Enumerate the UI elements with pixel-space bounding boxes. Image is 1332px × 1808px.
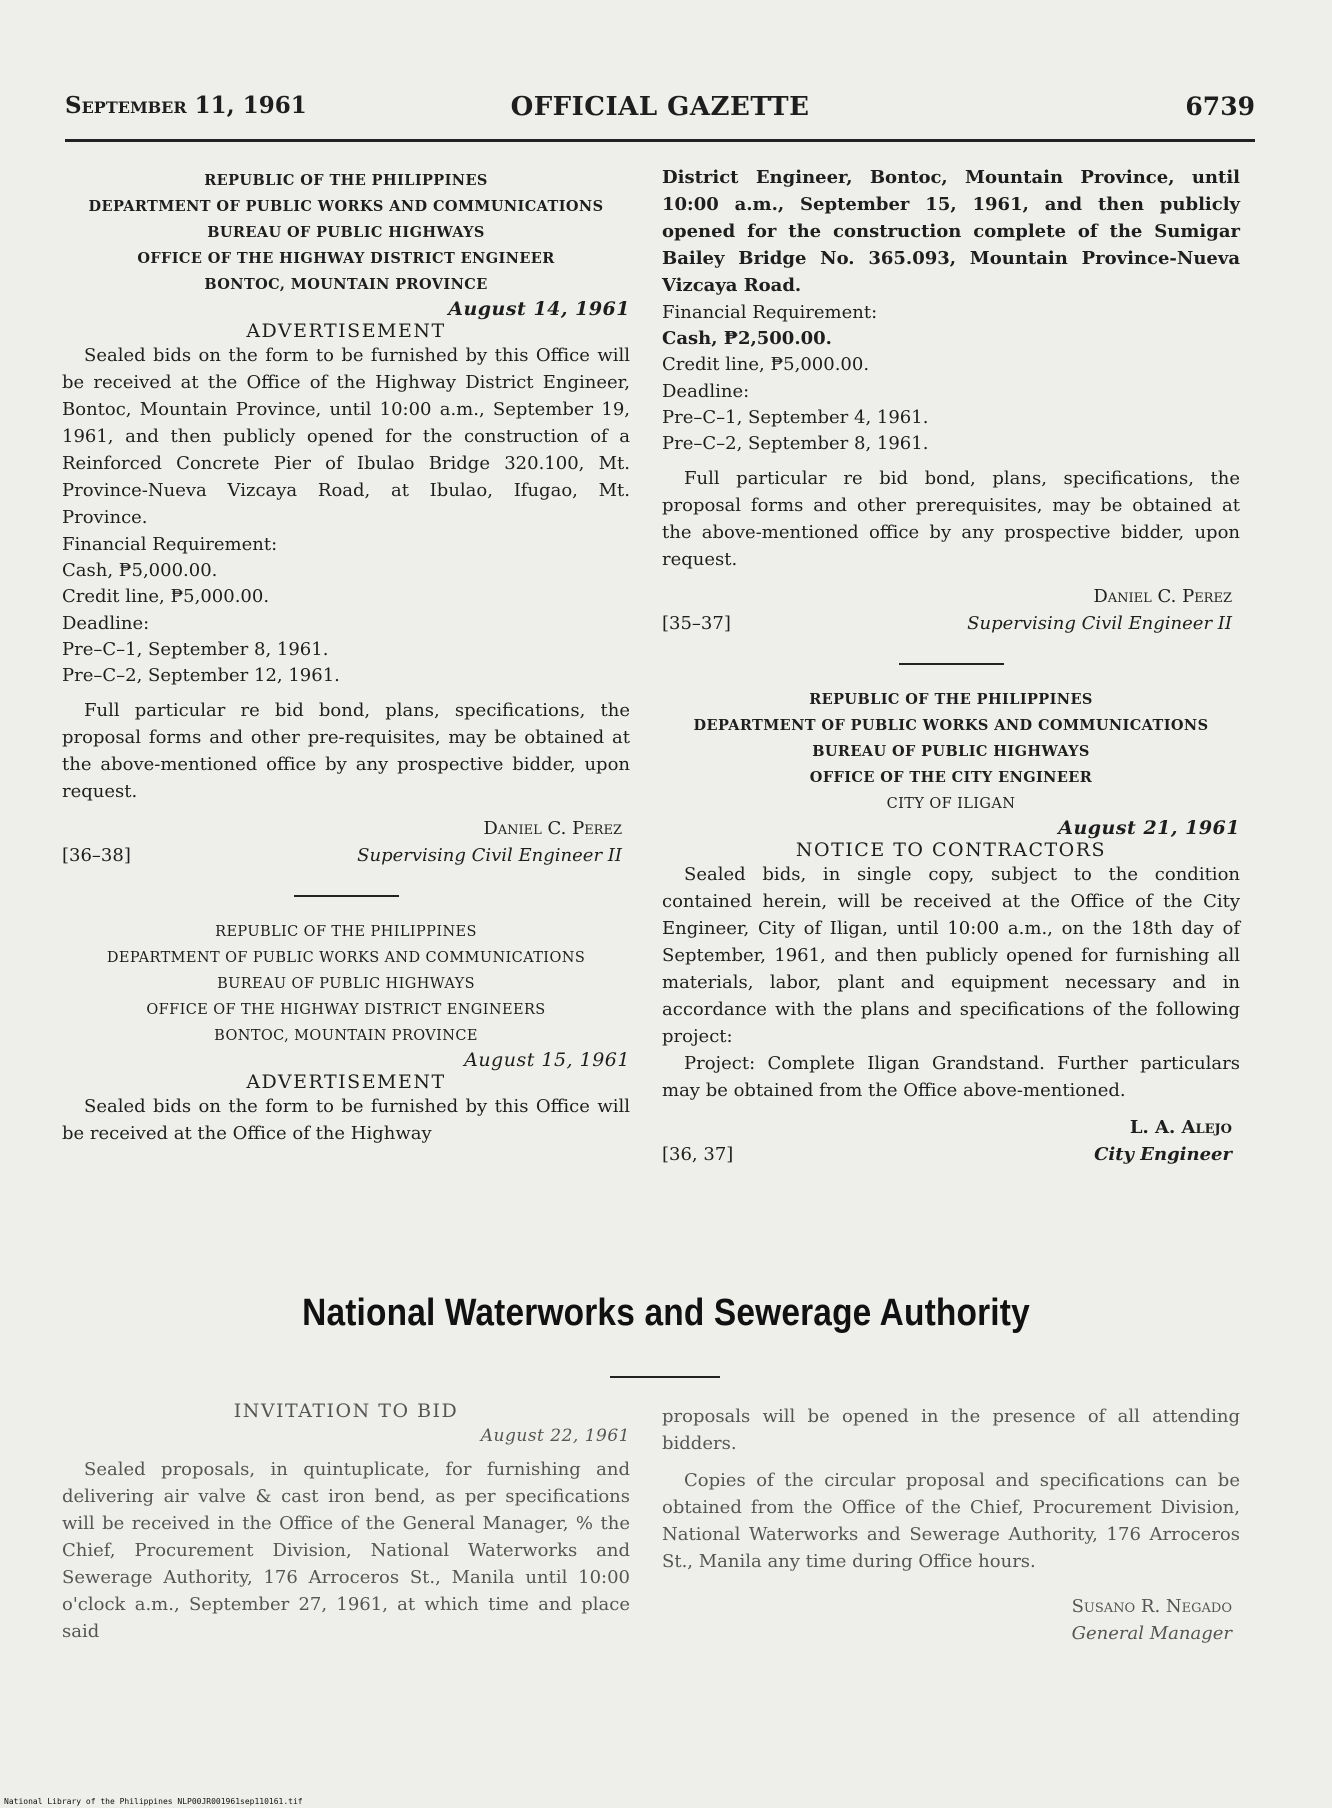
deadline-pre2: Pre–C–2, September 8, 1961. [662,433,929,454]
separator-rule [294,895,399,897]
agency-line: OFFICE OF THE HIGHWAY DISTRICT ENGINEERS [146,1002,546,1018]
cash-amount: Cash, ₱2,500.00. [662,328,832,349]
notice-body-start: Sealed proposals, in quintuplicate, for furnishing and delivering air valve & cast iron bend, as per specifications will be received in the Office of the General Manager, % the Chief, Procurement Division, National Waterworks and Sewerage Authority, 176 Arroceros St., Manila until 10:00 o'clock a.m., September 27, 1961, at which time and place said [62,1459,630,1642]
publication-code: [35–37] [662,613,731,634]
financial-label: Financial Requirement: [662,302,878,323]
agency-line: OFFICE OF THE CITY ENGINEER [809,769,1093,786]
deadline-label: Deadline: [62,613,150,634]
deadline-pre1: Pre–C–1, September 8, 1961. [62,639,329,660]
header-date: September 11, 1961 [65,92,307,119]
credit-line: Credit line, ₱5,000.00. [662,354,870,375]
signer-name: L. A. Alejo [1129,1117,1232,1138]
notice-4-continued [662,1403,1240,1647]
notice-heading: ADVERTISEMENT [246,320,446,342]
deadline-pre2: Pre–C–2, September 12, 1961. [62,665,340,686]
signer-role: General Manager [1071,1623,1232,1644]
notice-particulars: Full particular re bid bond, plans, specifications, the proposal forms and other prerequisites, may be obtained at the above-mentioned office by any prospective bidder, upon request. [662,468,1240,570]
signature-row [662,1141,1240,1168]
signer-role: Supervising Civil Engineer II [967,613,1232,634]
page-header [65,92,1255,132]
notice-body-continued: District Engineer, Bontoc, Mountain Province, until 10:00 a.m., September 15, 1961, and then publicly opened for the construction complete of the Sumigar Bailey Bridge No. 365.093, Mountain Province-Nueva Vizcaya Road. [662,167,1240,296]
deadline-label: Deadline: [662,381,750,402]
publication-code: [36, 37] [662,1144,734,1165]
notice-heading: NOTICE TO CONTRACTORS [795,839,1107,861]
signature-row [62,842,630,869]
header-title: OFFICIAL GAZETTE [510,92,810,122]
agency-line: BONTOC, MOUNTAIN PROVINCE [204,276,488,293]
agency-line: BONTOC, MOUNTAIN PROVINCE [214,1028,478,1044]
signer-name: Daniel C. Perez [483,818,622,839]
notice-4 [62,1400,630,1645]
notice-body: Sealed bids on the form to be furnished by this Office will be received at the Office of the Highway District Engineer, Bontoc, Mountain Province, until 10:00 a.m., September 19, 1961, and then publicly opened for the construction of a Reinforced Concrete Pier of Ibulao Bridge 320.100, Mt. Province-Nueva Vizcaya Road, at Ibulao, Ifugao, Mt. Province. [62,345,630,528]
notice-date: August 14, 1961 [448,298,630,320]
notice-heading: INVITATION TO BID [233,1400,459,1422]
scan-footer: National Library of the Philippines NLP00JR001961sep110161.tif [4,1797,303,1806]
notice-body-continued: proposals will be opened in the presence of all attending bidders. [662,1406,1240,1454]
agency-line: BUREAU OF PUBLIC HIGHWAYS [217,976,475,992]
agency-line: DEPARTMENT OF PUBLIC WORKS AND COMMUNICATIONS [693,717,1209,734]
signer-name: Daniel C. Perez [1093,586,1232,607]
separator-rule [899,663,1004,665]
agency-line: BUREAU OF PUBLIC HIGHWAYS [812,743,1090,760]
agency-line: REPUBLIC OF THE PHILIPPINES [215,924,477,940]
cash-amount: Cash, ₱5,000.00. [62,560,218,581]
agency-line: REPUBLIC OF THE PHILIPPINES [809,691,1093,708]
notice-2 [62,919,630,1147]
publication-code: [36–38] [62,845,131,866]
notice-2-continued [662,164,1240,637]
agency-line: DEPARTMENT OF PUBLIC WORKS AND COMMUNICATIONS [88,198,604,215]
notice-date: August 22, 1961 [480,1426,630,1446]
signature-row [662,610,1240,637]
notice-copies: Copies of the circular proposal and specifications can be obtained from the Office of the Chief, Procurement Division, National Waterworks and Sewerage Authority, 176 Arroceros St., Manila any time during Office hours. [662,1470,1240,1572]
agency-line: CITY OF ILIGAN [886,796,1016,812]
signer-role: City Engineer [1094,1144,1232,1165]
notice-3 [662,687,1240,1168]
deadline-pre1: Pre–C–1, September 4, 1961. [662,407,929,428]
signer-role: Supervising Civil Engineer II [357,845,622,866]
section-rule [610,1376,720,1378]
signer-name: Susano R. Negado [1071,1596,1232,1617]
notice-date: August 21, 1961 [1058,817,1240,839]
left-column [62,168,630,1147]
agency-line: DEPARTMENT OF PUBLIC WORKS AND COMMUNICATIONS [106,950,586,966]
header-rule [65,139,1255,142]
notice-particulars: Full particular re bid bond, plans, specifications, the proposal forms and other pre-requisites, may be obtained at the above-mentioned office by any prospective bidder, upon request. [62,700,630,802]
notice-date: August 15, 1961 [464,1049,630,1071]
notice-body: Sealed bids, in single copy, subject to the condition contained herein, will be received at the Office of the City Engineer, City of Iligan, until 10:00 a.m., on the 18th day of September, 1961, and then publicly opened for furnishing all materials, labor, plant and equipment necessary and in accordance with the plans and specifications of the following project: [662,864,1240,1047]
agency-line: REPUBLIC OF THE PHILIPPINES [204,172,488,189]
agency-line: OFFICE OF THE HIGHWAY DISTRICT ENGINEER [137,250,555,267]
notice-project: Project: Complete Iligan Grandstand. Further particulars may be obtained from the Office above-mentioned. [662,1053,1240,1101]
section-title: National Waterworks and Sewerage Authority [302,1292,1030,1334]
notice-body-start: Sealed bids on the form to be furnished by this Office will be received at the Office of the Highway [62,1096,630,1144]
notice-1 [62,168,630,869]
notice-heading: ADVERTISEMENT [246,1071,446,1093]
credit-line: Credit line, ₱5,000.00. [62,586,270,607]
right-column [662,164,1240,1168]
financial-label: Financial Requirement: [62,534,278,555]
page-number: 6739 [1185,92,1255,121]
agency-line: BUREAU OF PUBLIC HIGHWAYS [207,224,485,241]
